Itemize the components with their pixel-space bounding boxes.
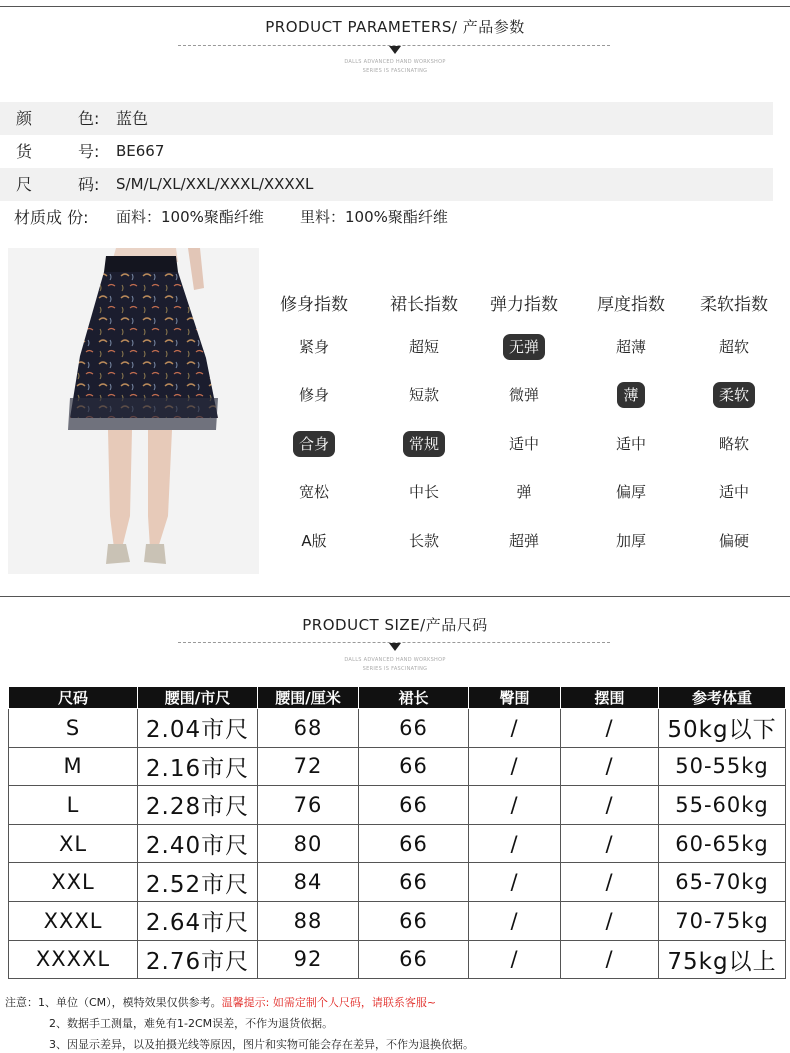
index-option xyxy=(579,431,683,457)
index-option xyxy=(682,528,786,554)
warm-tip: 温馨提示: 如需定制个人尺码，请联系客服~ xyxy=(221,996,437,1009)
size-section-header xyxy=(0,614,790,635)
param-size-key1: 尺 xyxy=(16,175,33,194)
index-option xyxy=(579,479,683,505)
index-option xyxy=(579,334,683,360)
size-cell: L xyxy=(9,786,138,825)
param-fabric-value: 面料：100%聚酯纤维 xyxy=(116,208,264,226)
param-sku-key2: 号: xyxy=(78,142,100,161)
size-cell: / xyxy=(469,709,561,748)
size-table-row xyxy=(9,824,786,863)
down-arrow-icon xyxy=(389,643,401,651)
index-header-3: 弹力指数 xyxy=(490,295,558,315)
section-subtitle-1: DALLS ADVANCED HAND WORKSHOP xyxy=(344,59,446,65)
size-cell: 60-65kg xyxy=(659,824,786,863)
index-header-5: 柔软指数 xyxy=(700,295,768,315)
index-option-label: 柔软 xyxy=(713,382,755,408)
index-option-label: 适中 xyxy=(508,435,539,453)
down-arrow-icon xyxy=(389,46,401,54)
param-sku-value: BE667 xyxy=(116,142,165,160)
index-option-label: 微弹 xyxy=(508,386,539,404)
size-table-header xyxy=(9,687,786,709)
index-option xyxy=(472,382,576,408)
size-cell: 70-75kg xyxy=(659,901,786,940)
index-option-selected xyxy=(682,382,786,408)
section-subtitle-1: DALLS ADVANCED HAND WORKSHOP xyxy=(344,657,446,663)
index-option-label: 偏厚 xyxy=(615,483,646,501)
index-option xyxy=(472,479,576,505)
index-option-selected xyxy=(372,431,476,457)
size-cell: 2.64市尺 xyxy=(138,901,258,940)
index-option-label: 宽松 xyxy=(298,483,329,501)
size-cell: / xyxy=(469,747,561,786)
size-cell: 84 xyxy=(258,863,359,902)
index-option xyxy=(682,479,786,505)
size-table-row xyxy=(9,747,786,786)
index-option-label: 合身 xyxy=(293,431,335,457)
param-color-row xyxy=(0,102,773,135)
section-subtitle-2: SERIES IS FASCINATING xyxy=(362,68,428,74)
skirt-illustration xyxy=(8,248,259,574)
index-option xyxy=(372,382,476,408)
size-cell: / xyxy=(561,901,659,940)
section-subtitle-2: SERIES IS FASCINATING xyxy=(362,666,428,672)
index-option xyxy=(262,479,366,505)
size-section-title: PRODUCT SIZE/产品尺码 xyxy=(302,616,488,634)
size-col-header: 腰围/市尺 xyxy=(138,687,258,709)
index-option xyxy=(682,334,786,360)
size-cell: / xyxy=(561,824,659,863)
note-line-1 xyxy=(5,992,790,1013)
index-option xyxy=(262,528,366,554)
size-cell: 66 xyxy=(359,940,469,979)
index-option xyxy=(472,431,576,457)
notes xyxy=(5,992,790,1053)
size-table-row xyxy=(9,709,786,748)
param-material-key: 材质成 份: xyxy=(14,208,89,227)
size-cell: 2.40市尺 xyxy=(138,824,258,863)
size-cell: 80 xyxy=(258,824,359,863)
params-section-header xyxy=(0,16,790,37)
index-option xyxy=(372,528,476,554)
size-cell: 50kg以下 xyxy=(659,709,786,748)
param-sku-key1: 货 xyxy=(16,142,33,161)
index-option-label: 超弹 xyxy=(508,532,539,550)
param-size-row xyxy=(0,168,773,201)
size-cell: 92 xyxy=(258,940,359,979)
size-col-header: 尺码 xyxy=(9,687,138,709)
index-option-label: 适中 xyxy=(718,483,749,501)
size-cell: 72 xyxy=(258,747,359,786)
params-section-title: PRODUCT PARAMETERS/ 产品参数 xyxy=(265,18,525,36)
param-color-value: 蓝色 xyxy=(116,109,149,128)
size-table-row xyxy=(9,786,786,825)
size-table-row xyxy=(9,863,786,902)
size-cell: / xyxy=(561,786,659,825)
size-cell: 66 xyxy=(359,901,469,940)
index-option-label: 超薄 xyxy=(615,338,646,356)
index-option xyxy=(579,528,683,554)
size-col-header: 摆围 xyxy=(561,687,659,709)
size-cell: M xyxy=(9,747,138,786)
index-option xyxy=(372,479,476,505)
size-cell: / xyxy=(561,863,659,902)
size-cell: / xyxy=(469,824,561,863)
index-option xyxy=(262,382,366,408)
index-option-label: 超软 xyxy=(718,338,749,356)
param-lining-value: 里料：100%聚酯纤维 xyxy=(300,208,448,226)
size-cell: / xyxy=(561,747,659,786)
note-line-2: 2、数据手工测量，难免有1-2CM误差，不作为退货依据。 xyxy=(49,1017,334,1030)
product-photo xyxy=(8,248,259,574)
size-cell: 2.28市尺 xyxy=(138,786,258,825)
size-cell: XXXXL xyxy=(9,940,138,979)
size-cell: 65-70kg xyxy=(659,863,786,902)
size-cell: 66 xyxy=(359,786,469,825)
mid-divider xyxy=(0,596,790,597)
index-option-label: 修身 xyxy=(298,386,329,404)
index-header-1: 修身指数 xyxy=(280,295,348,315)
size-cell: / xyxy=(561,940,659,979)
index-option-label: 薄 xyxy=(617,382,644,408)
size-cell: XXL xyxy=(9,863,138,902)
param-sku-row xyxy=(0,135,790,168)
index-option-label: 常规 xyxy=(403,431,445,457)
size-table xyxy=(8,686,786,979)
size-cell: 66 xyxy=(359,747,469,786)
index-option-label: 短款 xyxy=(408,386,439,404)
index-header-2: 裙长指数 xyxy=(390,295,458,315)
param-size-value: S/M/L/XL/XXL/XXXL/XXXXL xyxy=(116,175,314,193)
size-cell: 75kg以上 xyxy=(659,940,786,979)
index-option-label: 无弹 xyxy=(503,334,545,360)
index-option xyxy=(682,431,786,457)
param-color-key2: 色: xyxy=(78,109,100,128)
size-cell: / xyxy=(469,940,561,979)
index-option-label: 弹 xyxy=(516,483,532,501)
size-cell: / xyxy=(469,786,561,825)
size-cell: 66 xyxy=(359,709,469,748)
index-option xyxy=(372,334,476,360)
index-option-label: 中长 xyxy=(408,483,439,501)
index-option-label: 偏硬 xyxy=(718,532,749,550)
size-cell: 66 xyxy=(359,824,469,863)
size-cell: 2.16市尺 xyxy=(138,747,258,786)
size-cell: 2.04市尺 xyxy=(138,709,258,748)
index-option-label: 长款 xyxy=(408,532,439,550)
note-text-1: 注意：1、单位（CM），模特效果仅供参考。 xyxy=(5,996,222,1009)
index-option-label: 紧身 xyxy=(298,338,329,356)
size-cell: 68 xyxy=(258,709,359,748)
note-line-3: 3、因显示差异，以及拍摄光线等原因，图片和实物可能会存在差异，不作为退换依据。 xyxy=(49,1038,474,1051)
size-col-header: 参考体重 xyxy=(659,687,786,709)
size-table-row xyxy=(9,901,786,940)
size-cell: / xyxy=(469,901,561,940)
index-header-4: 厚度指数 xyxy=(597,295,665,315)
index-option-label: 超短 xyxy=(408,338,439,356)
size-col-header: 臀围 xyxy=(469,687,561,709)
size-cell: / xyxy=(469,863,561,902)
size-cell: 50-55kg xyxy=(659,747,786,786)
size-cell: / xyxy=(561,709,659,748)
size-cell: XL xyxy=(9,824,138,863)
param-material-row xyxy=(0,201,790,234)
index-option-selected xyxy=(472,334,576,360)
param-size-key2: 码: xyxy=(78,175,100,194)
top-divider xyxy=(0,6,790,7)
param-color-key1: 颜 xyxy=(16,109,33,128)
product-parameters xyxy=(0,102,790,234)
index-option-selected xyxy=(579,382,683,408)
size-cell: 76 xyxy=(258,786,359,825)
size-table-row xyxy=(9,940,786,979)
size-cell: 55-60kg xyxy=(659,786,786,825)
size-cell: 2.76市尺 xyxy=(138,940,258,979)
index-option xyxy=(472,528,576,554)
index-option-label: A版 xyxy=(301,532,327,550)
size-cell: 2.52市尺 xyxy=(138,863,258,902)
size-cell: 88 xyxy=(258,901,359,940)
size-cell: XXXL xyxy=(9,901,138,940)
index-option xyxy=(262,334,366,360)
size-cell: 66 xyxy=(359,863,469,902)
index-option-label: 加厚 xyxy=(615,532,646,550)
index-option-selected xyxy=(262,431,366,457)
index-option-label: 适中 xyxy=(615,435,646,453)
size-col-header: 腰围/厘米 xyxy=(258,687,359,709)
size-col-header: 裙长 xyxy=(359,687,469,709)
size-cell: S xyxy=(9,709,138,748)
index-option-label: 略软 xyxy=(718,435,749,453)
